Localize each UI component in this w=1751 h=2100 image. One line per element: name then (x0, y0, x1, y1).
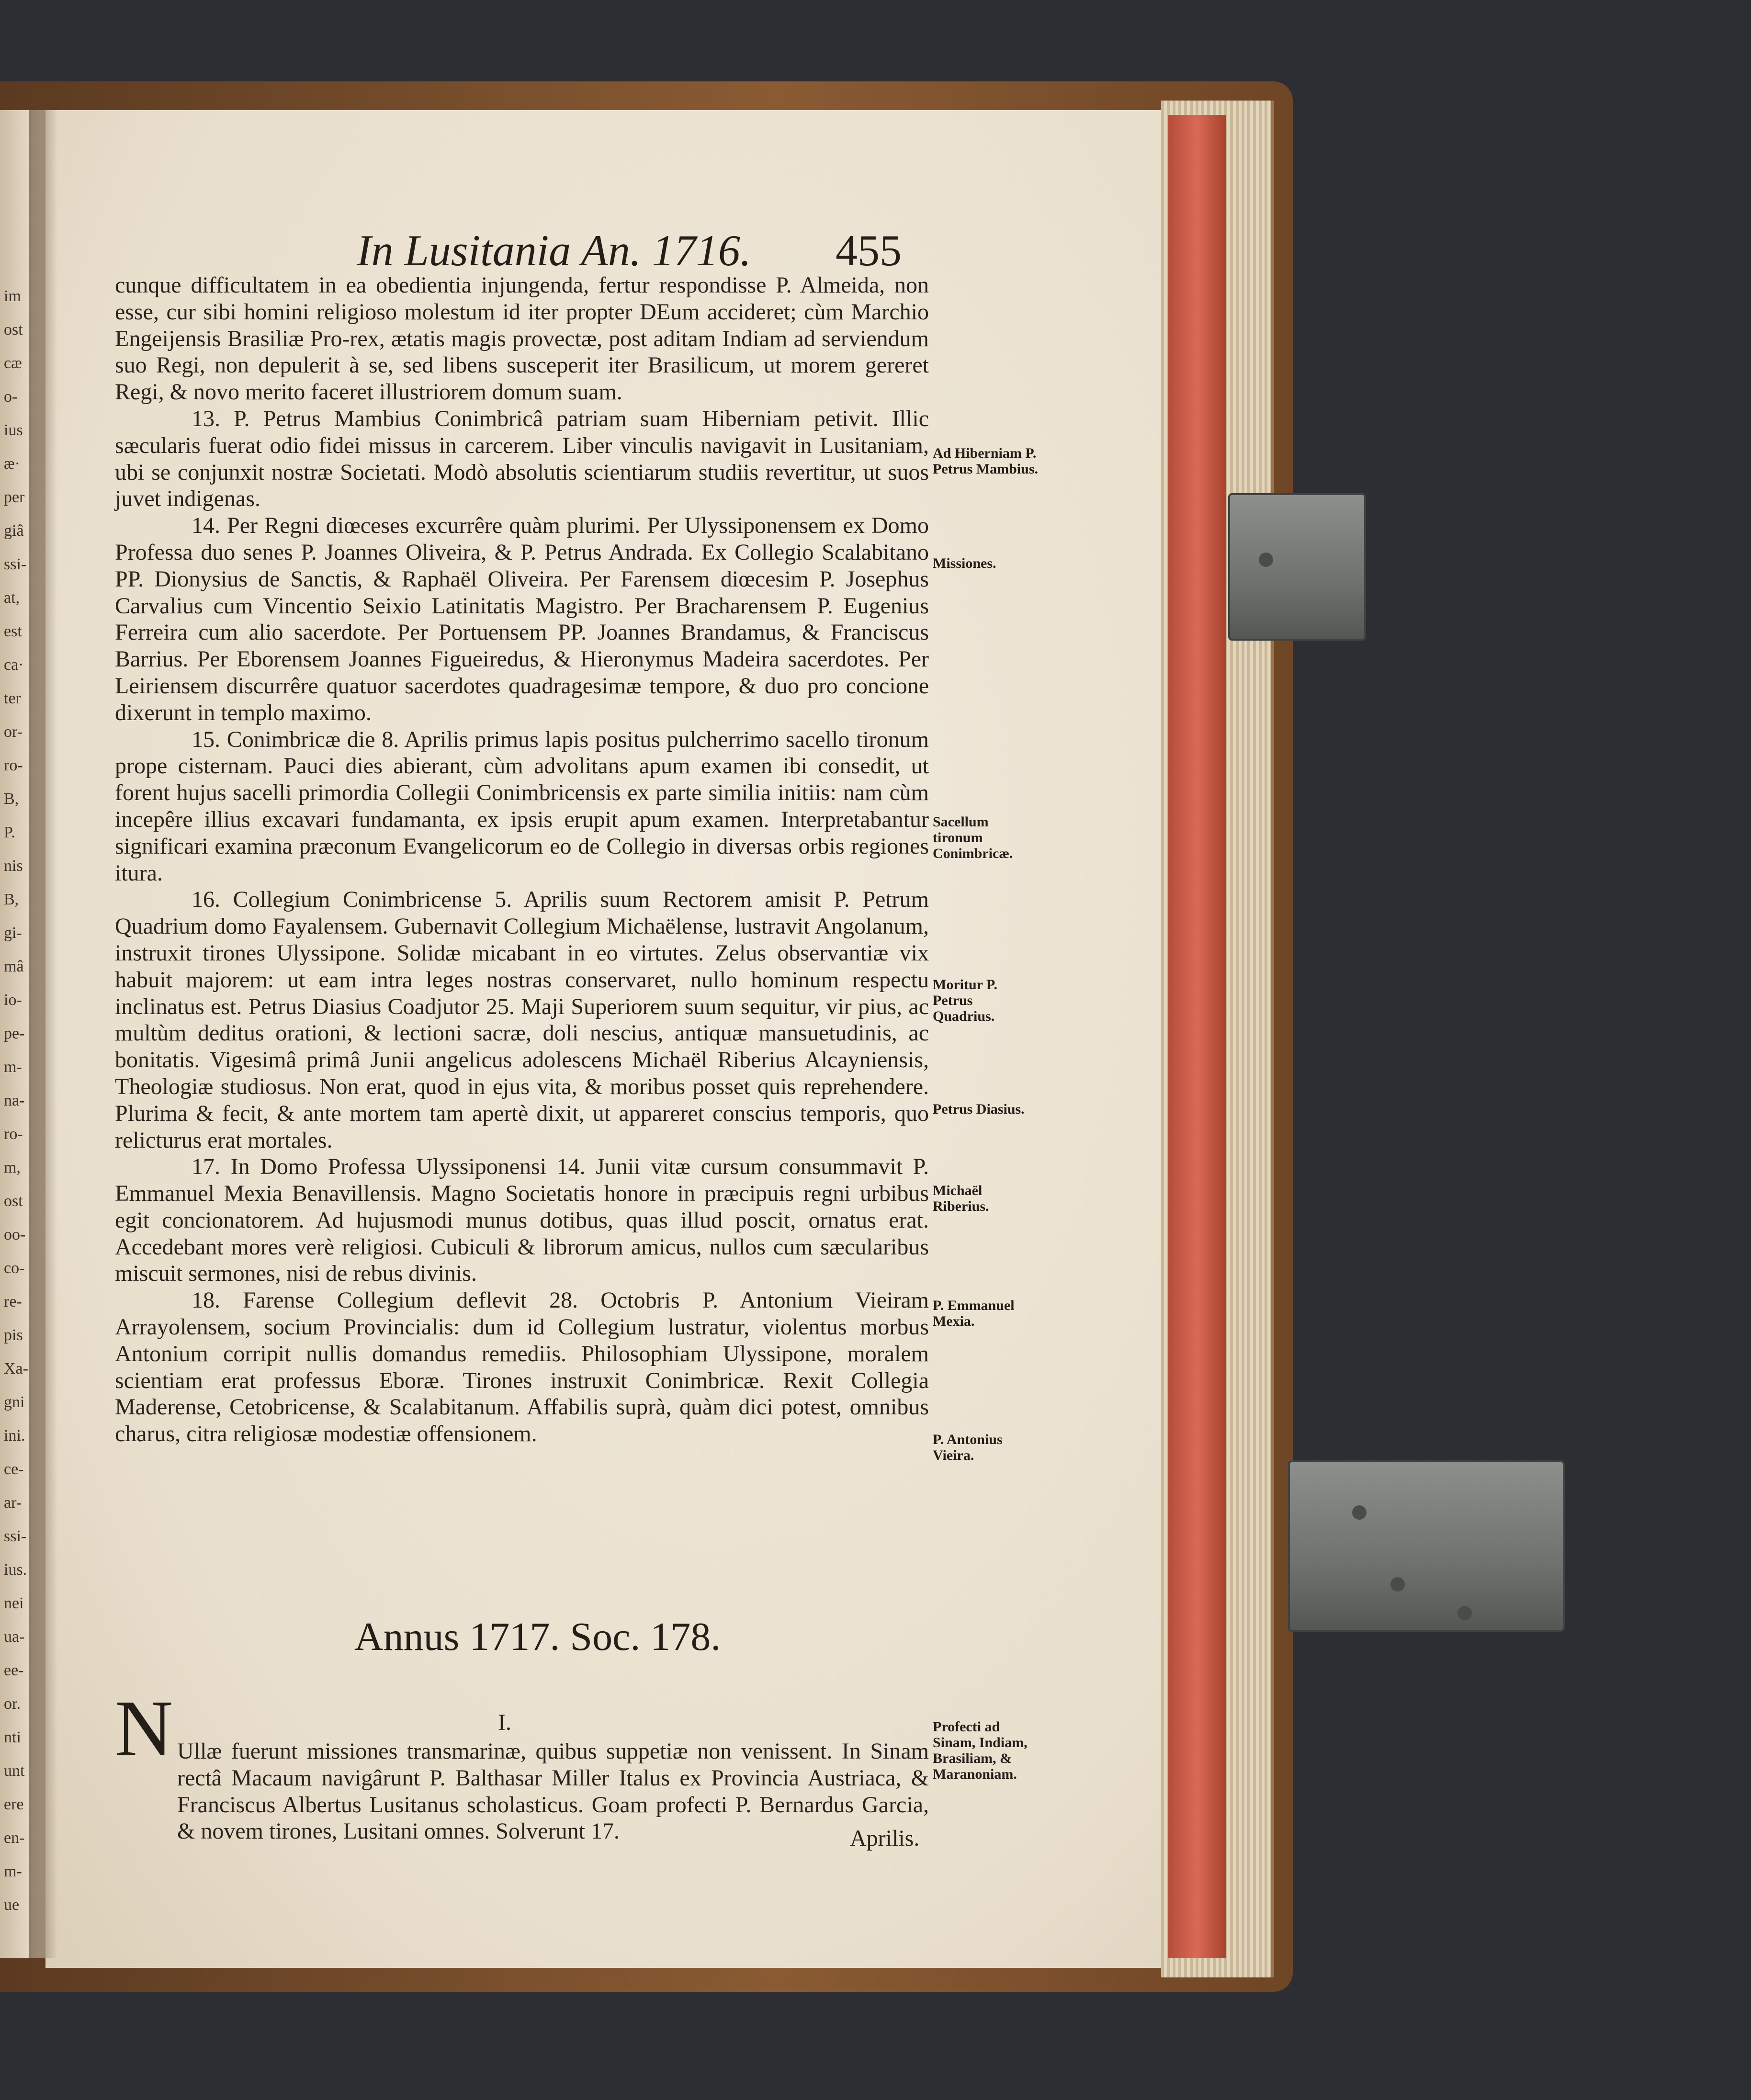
left-page-text-fragment: o- (4, 388, 18, 406)
left-page-text-fragment: mâ (4, 958, 24, 975)
left-page-text-fragment: B, (4, 790, 19, 808)
running-head: In Lusitania An. 1716. (357, 226, 751, 275)
marginal-note: Petrus Diasius. (933, 1101, 1025, 1117)
left-page-text-fragment: oo- (4, 1226, 26, 1243)
marginal-note: P. Antonius Vieira. (933, 1432, 1003, 1463)
left-page-text-fragment: ro- (4, 756, 23, 774)
paragraph-17: 17. In Domo Professa Ulyssiponensi 14. Junii vitæ cursum consummavit P. Emmanuel Mexia Benavillensis. Magno Societatis honore in præcipuis regni urbibus egit concionatorem. Ad hujusmodi munus dotibus, quas illud poscit, ornatus erat. Accedebant mores verè religiosi. Cubiculi & librorum amicus, nullos cum sæcularibus miscuit sermones, nisi de rebus divinis. (115, 1154, 929, 1287)
paragraph-15: 15. Conimbricæ die 8. Aprilis primus lapis positus pulcherrimo sacello tironum prope cisternam. Pauci dies abierant, cùm advolitans apum examen ibi consedit, ut forent hujus sacelli primordia Collegii Conimbricensis ex parte similia initiis: nam cùm incepêre illius excavari fundamanta, ex ipsis erupit apum examen. Interpretabantur significari examina præconum Evangelicorum eo de Collegio in diversas orbis regiones itura. (115, 726, 929, 886)
page-gutter (29, 110, 57, 1958)
left-page-text-fragment: cæ (4, 354, 22, 372)
drop-cap: N (115, 1684, 173, 1773)
left-page-text-fragment: na- (4, 1092, 25, 1109)
left-page-text-fragment: ssi- (4, 1527, 27, 1545)
left-page-text-fragment: io- (4, 991, 22, 1009)
left-page-text-fragment: ini. (4, 1427, 25, 1445)
left-page-text-fragment: æ· (4, 455, 20, 473)
left-page-text-fragment: ius. (4, 1561, 27, 1579)
left-page-text-fragment: pis (4, 1326, 23, 1344)
left-page-text-fragment: nti (4, 1728, 21, 1746)
paragraph-16: 16. Collegium Conimbricense 5. Aprilis suum Rectorem amisit P. Petrum Quadrium domo Fayalensem. Gubernavit Collegium Michaëlense, lustravit Angolanum, instruxit tirones Ulyssipone. Solidæ micabant in eo virtutes. Zelus observantiæ vix habuit majorem: ut eam intra leges nostras conservaret, nullo hominum respectu inclinatus est. Petrus Diasius Coadjutor 25. Maji Superiorem suum sequitur, vir pius, ac multùm deditus orationi, & lectioni sacræ, doli nescius, antiquæ mansuetudinis, ac bonitatis. Vigesimâ primâ Junii angelicus adolescens Michaël Riberius Alcayniensis, Theologiæ studiosus. Non erat, quod in ejus vita, & moribus posset quis reprehendere. Plurima & fecit, & ante mortem tam apertè dixit, ut appareret conscius temporis, quo relicturus erat mortales. (115, 887, 929, 1153)
left-page-text-fragment: ar- (4, 1494, 22, 1512)
left-page-text-fragment: Xa- (4, 1360, 28, 1377)
left-page-text-fragment: ost (4, 1192, 23, 1210)
left-page-text-fragment: unt (4, 1762, 25, 1780)
left-page-text-fragment: nis (4, 857, 23, 875)
marginal-note: Profecti ad Sinam, Indiam, Brasiliam, & Maranoniam. (933, 1719, 1028, 1782)
paragraph-14: 14. Per Regni diœceses excurrêre quàm plurimi. Per Ulyssiponensem ex Domo Professa duo senes P. Joannes Oliveira, & P. Petrus Andrada. Ex Collegio Scalabitano PP. Dionysius de Sanctis, & Raphaël Oliveira. Per Farensem diœcesim P. Josephus Carvalius cum Vincentio Seixio Latinitatis Magistro. Per Bracharensem P. Eugenius Ferreira cum alio sacerdote. Per Portuensem PP. Joannes Brandamus, & Franciscus Barrius. Per Eborensem Joannes Figueiredus, & Hieronymus Madeira sacerdotes. Per Leiriensem discurrêre quatuor sacerdotes quadragesimæ tempore, & duo pro concione dixerunt in templo maximo. (115, 513, 929, 725)
page-body (115, 272, 929, 1447)
left-page-text-fragment: est (4, 622, 22, 640)
left-page-text-fragment: gni (4, 1393, 25, 1411)
left-page-text-fragment: or- (4, 723, 23, 741)
left-page-text-fragment: nei (4, 1594, 24, 1612)
left-page-text-fragment: ro- (4, 1125, 23, 1143)
left-page-text-fragment: B, (4, 891, 19, 908)
left-page-text-fragment: m- (4, 1863, 22, 1880)
rivet-icon (1390, 1577, 1405, 1592)
left-page-text-fragment: gi- (4, 924, 22, 942)
rivet-icon (1457, 1606, 1472, 1620)
red-page-edge (1168, 115, 1226, 1958)
left-page-text-fragment: pe- (4, 1025, 25, 1042)
left-page-text-fragment: per (4, 488, 25, 506)
left-page-text-fragment: ost (4, 321, 23, 339)
paragraph-18: 18. Farense Collegium deflevit 28. Octobris P. Antonium Vieiram Arrayolensem, socium Provincialis: dum id Collegium lustratur, violentus morbus Antonium corripit nullis domandus remediis. Philosophiam Ulyssipone, moralem scientiam erat professus Eboræ. Tirones instruxit Conimbricæ. Rexit Collegia Maderense, Cetobricense, & Scalabitanum. Affabilis suprà, quàm dici potest, omnibus charus, citra religiosæ modestiæ offensionem. (115, 1287, 929, 1447)
paragraph-continuation: cunque difficultatem in ea obedientia injungenda, fertur respondisse P. Almeida, non esse, cur sibi homini religioso molestum id iter propter DEum accideret; cùm Marchio Engeijensis Brasiliæ Pro-rex, ætatis magis provectæ, post aditam Indiam ad serviendum suo Regi, non depulerit à se, sed libens susceperit iter Brasilicum, ut morem gereret Regi, & novo merito faceret illustriorem domum suam. (115, 272, 929, 405)
left-page-text-fragment: ue (4, 1896, 20, 1914)
left-page-text-fragment: P. (4, 824, 15, 841)
annus-paragraph: Ullæ fuerunt missiones transmarinæ, quibus suppetiæ non venissent. In Sinam rectâ Macaum navigârunt P. Balthasar Miller Italus ex Provincia Austriaca, & Franciscus Albertus Lusitanus scholasticus. Goam profecti P. Bernardus Garcia, & novem tirones, Lusitani omnes. Solverunt 17. (177, 1739, 929, 1844)
left-page-text-fragment: at, (4, 589, 20, 607)
marginal-note: Michaël Riberius. (933, 1183, 989, 1214)
section-number: I. (498, 1710, 511, 1735)
left-page-text-fragment: re- (4, 1293, 22, 1310)
left-page-text-fragment: giâ (4, 522, 24, 540)
upper-clasp (1228, 493, 1366, 641)
page-number: 455 (836, 226, 902, 275)
left-page-text-fragment: ce- (4, 1460, 24, 1478)
left-page-text-fragment: ee- (4, 1661, 24, 1679)
marginal-note: Moritur P. Petrus Quadrius. (933, 977, 997, 1024)
left-page-text-fragment: ius (4, 421, 23, 439)
marginal-note: Ad Hiberniam P. Petrus Mambius. (933, 445, 1038, 477)
marginal-note: Missiones. (933, 555, 996, 571)
lower-clasp (1288, 1460, 1565, 1632)
rivet-icon (1352, 1505, 1367, 1520)
left-page-text-fragment: ua- (4, 1628, 25, 1646)
left-page-text-fragment: ere (4, 1795, 24, 1813)
left-page-text-fragment: m, (4, 1159, 21, 1176)
left-page-text-fragment: en- (4, 1829, 25, 1847)
left-page-text-fragment: co- (4, 1259, 25, 1277)
left-page-text-fragment: or. (4, 1695, 21, 1713)
year-heading: Annus 1717. Soc. 178. (354, 1615, 721, 1659)
left-page-text-fragment: ssi- (4, 555, 27, 573)
left-page-text-fragment: ter (4, 689, 21, 707)
left-page-text-fragment: im (4, 287, 21, 305)
left-page-text-fragment: ca· (4, 656, 24, 674)
left-page-text-fragment: m- (4, 1058, 22, 1076)
marginal-note: P. Emmanuel Mexia. (933, 1298, 1015, 1329)
marginal-note: Sacellum tironum Conimbricæ. (933, 814, 1013, 861)
catchword: Aprilis. (850, 1826, 920, 1851)
rivet-icon (1259, 553, 1273, 567)
paragraph-13: 13. P. Petrus Mambius Conimbricâ patriam suam Hiberniam petivit. Illic sæcularis fuerat odio fidei missus in carcerem. Liber vinculis navigavit in Lusitaniam, ubi se conjunxit nostræ Societati. Modò absolutis scientiarum studiis revertitur, ut suos juvet indigenas. (115, 406, 929, 512)
